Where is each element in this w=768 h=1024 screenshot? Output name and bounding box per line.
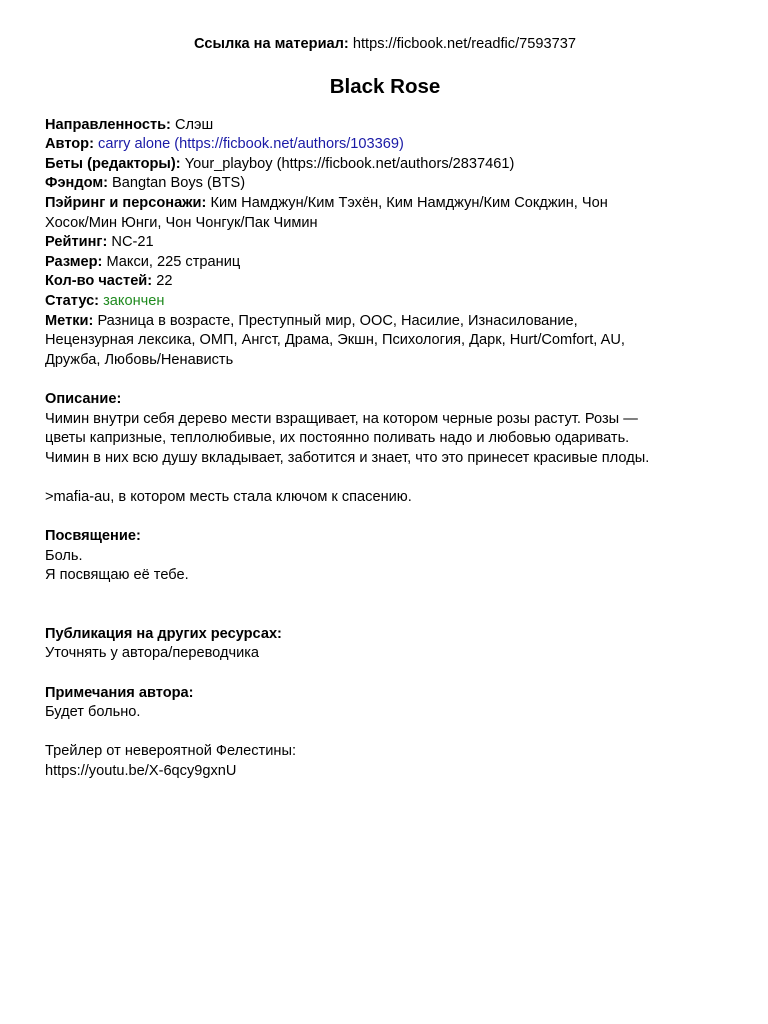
spacer	[45, 507, 725, 527]
dedication-heading: Посвящение:	[45, 528, 141, 545]
meta-status	[45, 292, 725, 312]
author-label: Автор:	[45, 136, 94, 153]
direction-label: Направленность:	[45, 116, 171, 133]
dedication-line-2: Я посвящаю её тебе.	[45, 567, 189, 584]
source-line	[45, 35, 725, 55]
spacer	[45, 664, 725, 684]
status-value: закончен	[103, 292, 165, 309]
description-line-1: Чимин внутри себя дерево мести взращивает, на котором черные розы растут. Розы —	[45, 410, 638, 427]
spacer	[45, 370, 725, 390]
tags-line-3: Дружба, Любовь/Ненависть	[45, 351, 234, 368]
meta-tags	[45, 312, 725, 332]
pairing-line-1: Ким Намджун/Ким Тэхён, Ким Намджун/Ким Сокджин, Чон	[210, 194, 608, 211]
document-page	[45, 35, 725, 782]
pairing-line-2: Хосок/Мин Юнги, Чон Чонгук/Пак Чимин	[45, 214, 318, 231]
notes-line-1: Будет больно.	[45, 704, 141, 721]
status-label: Статус:	[45, 292, 100, 309]
meta-direction	[45, 116, 725, 136]
spacer	[45, 468, 725, 488]
meta-betas	[45, 155, 725, 175]
meta-parts	[45, 272, 725, 292]
size-value: Макси, 225 страниц	[106, 253, 241, 270]
document-title: Black Rose	[329, 74, 441, 98]
pairing-label: Пэйринг и персонажи:	[45, 194, 207, 211]
meta-author	[45, 135, 725, 155]
notes-heading: Примечания автора:	[45, 684, 194, 701]
meta-rating	[45, 233, 725, 253]
tags-line-2: Нецензурная лексика, ОМП, Ангст, Драма, Экшн, Психология, Дарк, Hurt/Comfort, AU,	[45, 332, 625, 349]
publication-value: Уточнять у автора/переводчика	[45, 645, 260, 662]
source-url[interactable]: https://ficbook.net/readfic/7593737	[352, 36, 576, 52]
description-line-4: >mafia-au, в котором месть стала ключом к спасению.	[45, 488, 412, 505]
betas-value: Your_playboy (https://ficbook.net/authors/2837461)	[184, 155, 515, 172]
publication-heading: Публикация на других ресурсах:	[45, 625, 282, 642]
fandom-value: Bangtan Boys (BTS)	[112, 175, 246, 192]
description-heading: Описание:	[45, 390, 122, 407]
spacer	[45, 586, 725, 625]
source-label: Ссылка на материал:	[194, 36, 349, 52]
notes-line-2: Трейлер от невероятной Фелестины:	[45, 743, 296, 760]
betas-label: Беты (редакторы):	[45, 155, 181, 172]
rating-label: Рейтинг:	[45, 234, 108, 251]
meta-fandom	[45, 174, 725, 194]
author-link[interactable]: carry alone (https://ficbook.net/authors/103369)	[98, 136, 404, 153]
tags-label: Метки:	[45, 312, 94, 329]
rating-value: NC-21	[111, 234, 154, 251]
description-line-3: Чимин в них всю душу вкладывает, заботится и знает, что это принесет красивые плоды.	[45, 449, 650, 466]
meta-pairing	[45, 194, 725, 214]
parts-label: Кол-во частей:	[45, 273, 153, 290]
description-line-2: цветы капризные, теплолюбивые, их постоянно поливать надо и любовью одаривать.	[45, 430, 630, 447]
tags-line-1: Разница в возрасте, Преступный мир, ООС, Насилие, Изнасилование,	[97, 312, 578, 329]
dedication-line-1: Боль.	[45, 547, 83, 564]
meta-size	[45, 253, 725, 273]
size-label: Размер:	[45, 253, 103, 270]
direction-value: Слэш	[174, 116, 214, 133]
trailer-link[interactable]: https://youtu.be/X-6qcy9gxnU	[45, 763, 237, 779]
spacer	[45, 723, 725, 743]
fandom-label: Фэндом:	[45, 175, 108, 192]
parts-value: 22	[156, 273, 173, 290]
